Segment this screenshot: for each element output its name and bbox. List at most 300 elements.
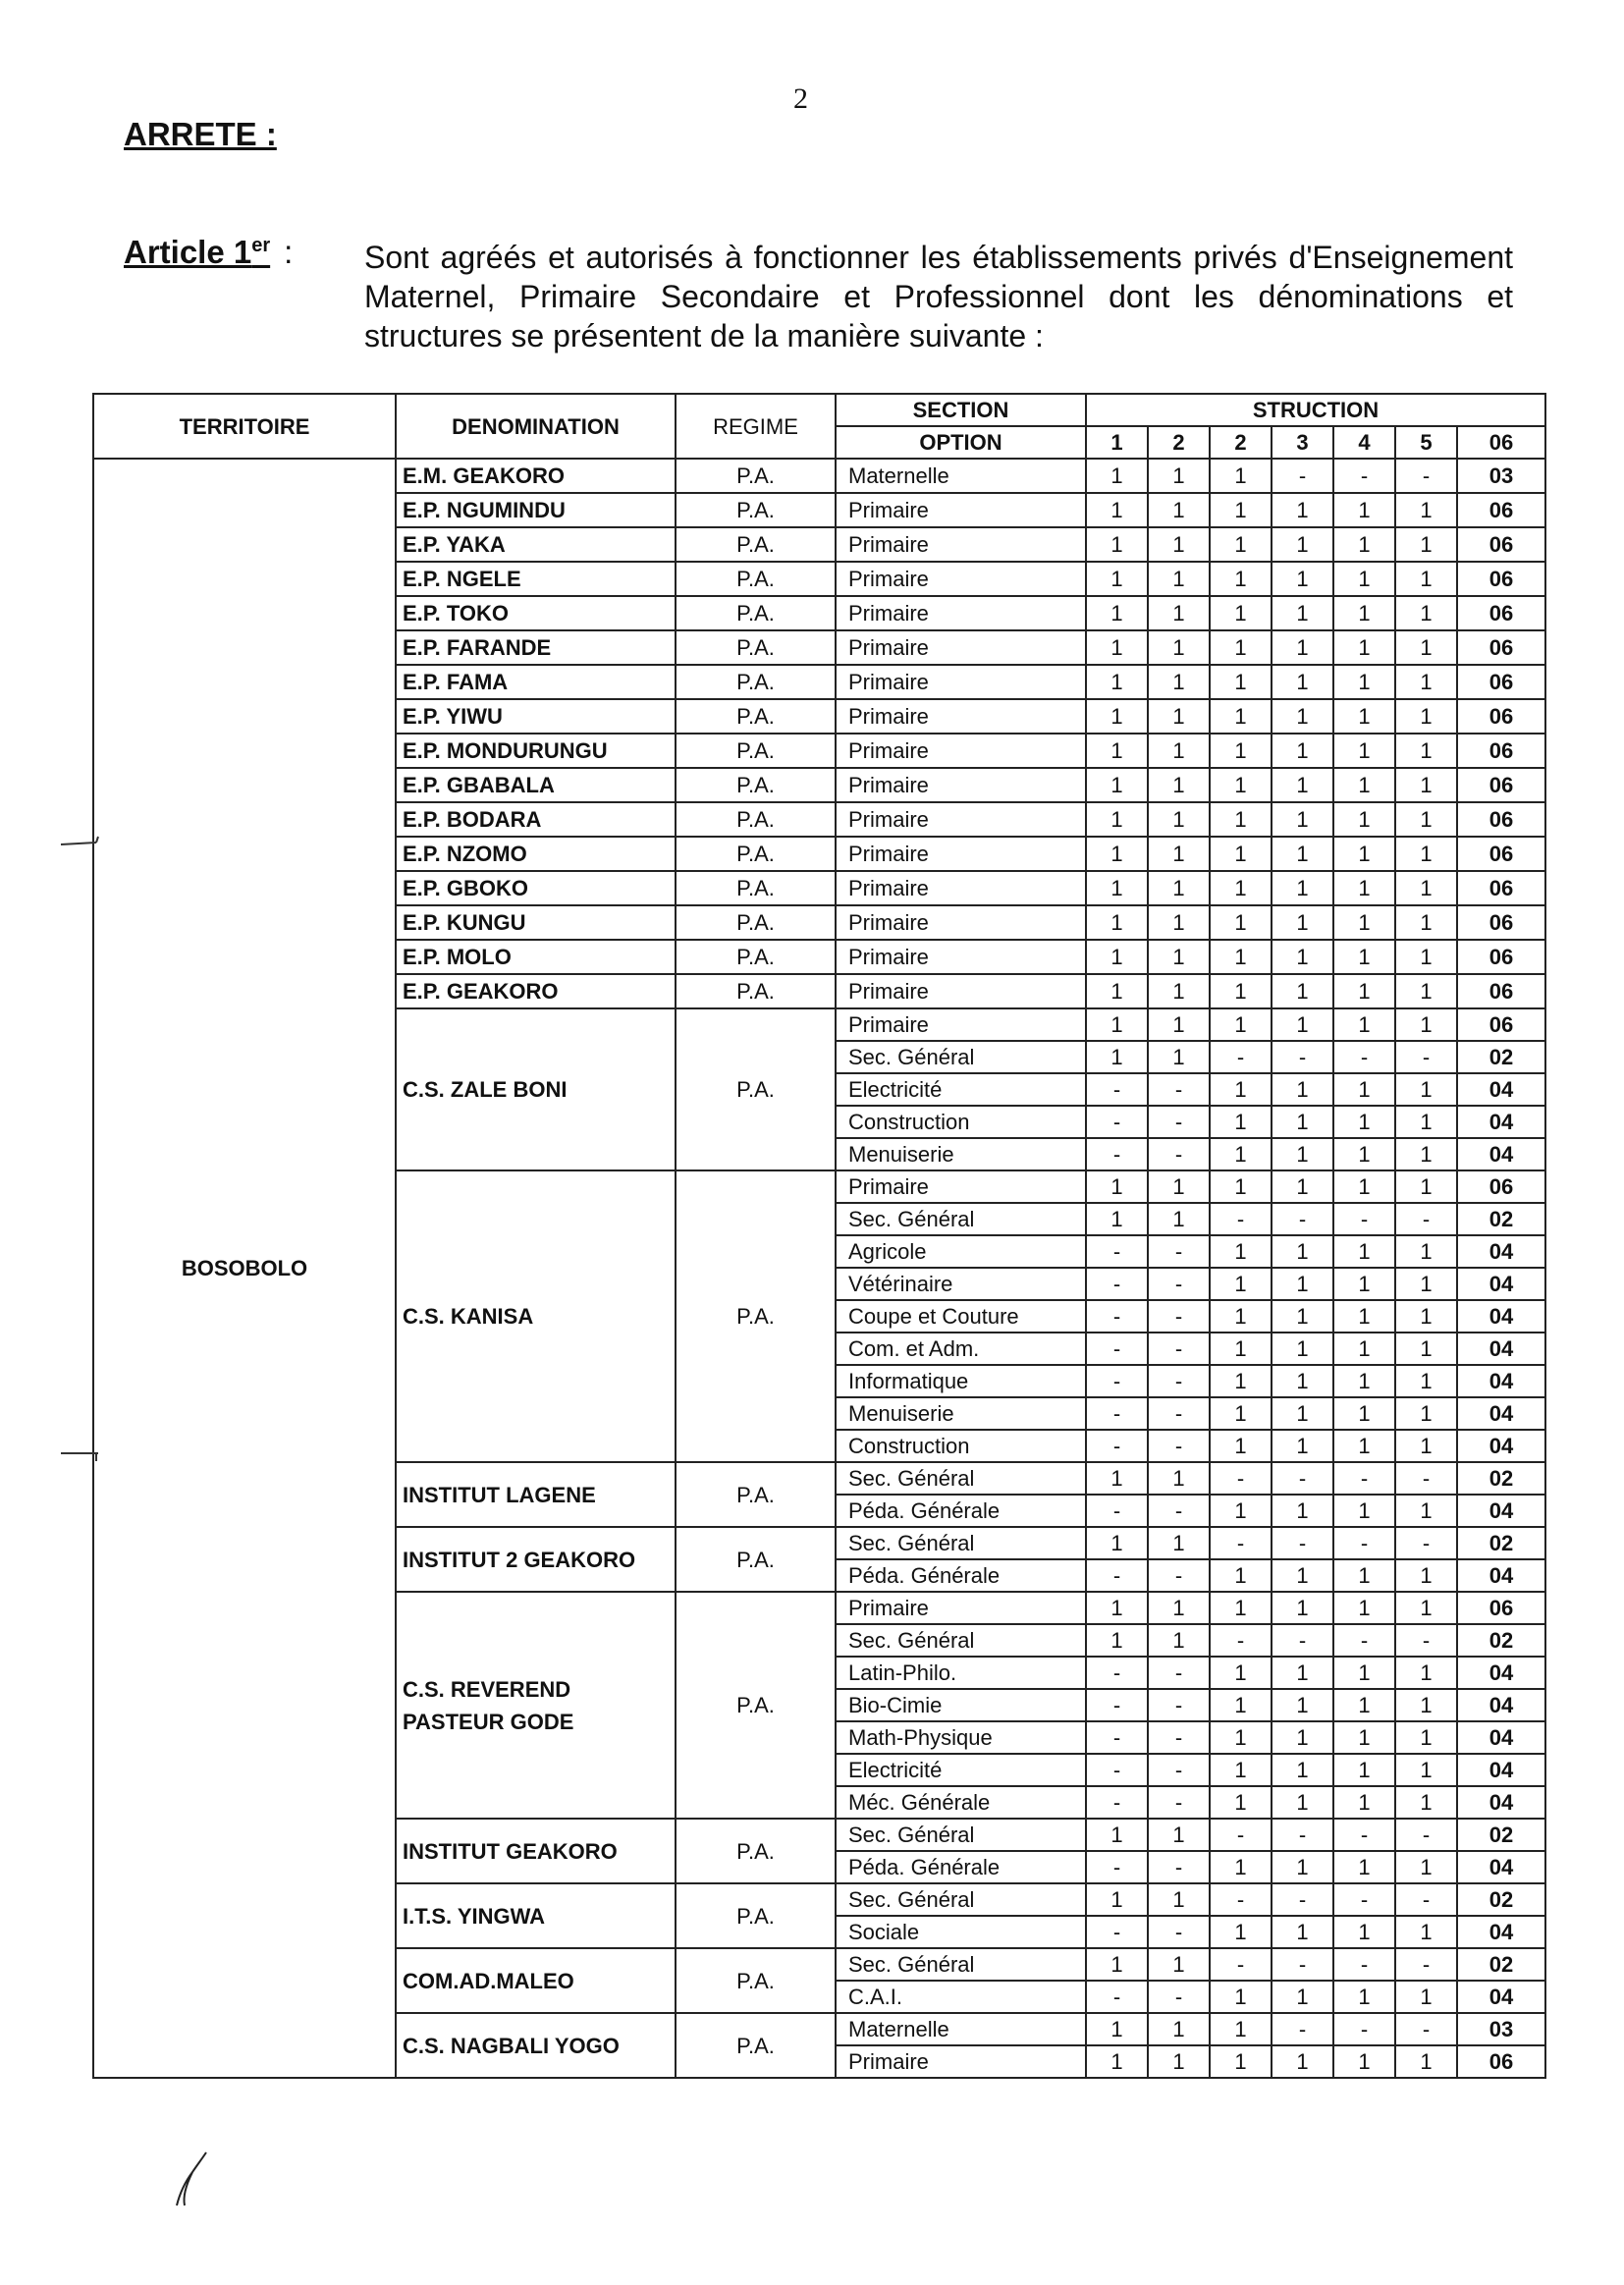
structure-cell: 1 — [1395, 1138, 1457, 1170]
structure-cell: 1 — [1148, 1170, 1210, 1203]
total-cell: 04 — [1457, 1138, 1545, 1170]
option-cell: Primaire — [836, 940, 1086, 974]
regime-cell: P.A. — [676, 596, 836, 630]
structure-cell: 1 — [1210, 1008, 1272, 1041]
structure-cell: 1 — [1148, 802, 1210, 837]
structure-cell: 1 — [1272, 1397, 1333, 1430]
structure-cell: 1 — [1148, 768, 1210, 802]
header-struction: STRUCTION — [1086, 394, 1545, 426]
structure-cell: 1 — [1395, 905, 1457, 940]
structure-cell: 1 — [1395, 802, 1457, 837]
option-cell: Primaire — [836, 562, 1086, 596]
structure-cell: - — [1272, 1624, 1333, 1657]
structure-cell: 1 — [1148, 1624, 1210, 1657]
regime-cell: P.A. — [676, 974, 836, 1008]
structure-cell: - — [1272, 1819, 1333, 1851]
structure-cell: 1 — [1333, 1073, 1395, 1106]
structure-cell: 1 — [1395, 1786, 1457, 1819]
total-cell: 02 — [1457, 1462, 1545, 1495]
total-cell: 06 — [1457, 527, 1545, 562]
option-cell: Electricité — [836, 1754, 1086, 1786]
structure-cell: - — [1395, 1883, 1457, 1916]
structure-cell: - — [1272, 1203, 1333, 1235]
structure-cell: 1 — [1210, 1851, 1272, 1883]
total-cell: 02 — [1457, 1624, 1545, 1657]
option-cell: Péda. Générale — [836, 1559, 1086, 1592]
structure-cell: 1 — [1210, 871, 1272, 905]
total-cell: 04 — [1457, 1786, 1545, 1819]
total-cell: 02 — [1457, 1948, 1545, 1981]
structure-cell: 1 — [1148, 596, 1210, 630]
structure-cell: 1 — [1210, 1495, 1272, 1527]
structure-cell: 1 — [1272, 1170, 1333, 1203]
structure-cell: 1 — [1272, 2045, 1333, 2078]
structure-cell: 1 — [1086, 527, 1148, 562]
table-body — [93, 459, 1545, 2078]
structure-cell: 1 — [1086, 2013, 1148, 2045]
structure-cell: - — [1148, 1333, 1210, 1365]
structure-cell: - — [1086, 1786, 1148, 1819]
structure-cell: 1 — [1148, 974, 1210, 1008]
structure-cell: - — [1086, 1106, 1148, 1138]
denomination-cell: INSTITUT GEAKORO — [396, 1819, 676, 1883]
header-denomination: DENOMINATION — [396, 394, 676, 459]
article-sup: er — [251, 235, 271, 256]
structure-cell: 1 — [1272, 665, 1333, 699]
structure-cell: 1 — [1210, 562, 1272, 596]
structure-cell: 1 — [1333, 562, 1395, 596]
structure-cell: 1 — [1148, 1527, 1210, 1559]
structure-cell: 1 — [1395, 1754, 1457, 1786]
structure-cell: 1 — [1333, 596, 1395, 630]
structure-cell: 1 — [1210, 1300, 1272, 1333]
total-cell: 04 — [1457, 1073, 1545, 1106]
option-cell: Primaire — [836, 802, 1086, 837]
structure-cell: 1 — [1086, 905, 1148, 940]
structure-cell: 1 — [1148, 699, 1210, 734]
structure-cell: - — [1086, 1430, 1148, 1462]
signature-mark — [173, 2150, 212, 2209]
structure-cell: 1 — [1395, 837, 1457, 871]
margin-bracket-top — [59, 835, 108, 864]
structure-cell: 1 — [1395, 1106, 1457, 1138]
structure-cell: 1 — [1148, 2013, 1210, 2045]
total-cell: 02 — [1457, 1203, 1545, 1235]
structure-cell: 1 — [1395, 1851, 1457, 1883]
denomination-cell: E.P. MOLO — [396, 940, 676, 974]
option-cell: Sociale — [836, 1916, 1086, 1948]
option-cell: Primaire — [836, 974, 1086, 1008]
option-cell: Primaire — [836, 527, 1086, 562]
structure-cell: 1 — [1395, 596, 1457, 630]
denomination-cell: E.M. GEAKORO — [396, 459, 676, 493]
structure-cell: 1 — [1272, 1235, 1333, 1268]
structure-cell: 1 — [1148, 527, 1210, 562]
denomination-cell: C.S. NAGBALI YOGO — [396, 2013, 676, 2078]
structure-cell: 1 — [1210, 1754, 1272, 1786]
header-section: SECTION — [836, 394, 1086, 426]
article-colon: : — [284, 234, 294, 270]
structure-cell: 1 — [1395, 1073, 1457, 1106]
structure-cell: 1 — [1333, 1300, 1395, 1333]
header-col-3: 3 — [1272, 426, 1333, 459]
structure-cell: 1 — [1395, 1397, 1457, 1430]
structure-cell: - — [1086, 1754, 1148, 1786]
structure-cell: - — [1148, 1786, 1210, 1819]
structure-cell: 1 — [1333, 1721, 1395, 1754]
structure-cell: 1 — [1148, 1462, 1210, 1495]
structure-cell: 1 — [1148, 905, 1210, 940]
structure-cell: 1 — [1272, 871, 1333, 905]
total-cell: 06 — [1457, 734, 1545, 768]
option-cell: Bio-Cimie — [836, 1689, 1086, 1721]
structure-cell: 1 — [1395, 699, 1457, 734]
structure-cell: - — [1148, 1073, 1210, 1106]
structure-cell: 1 — [1333, 630, 1395, 665]
header-row-1 — [93, 394, 1545, 426]
option-cell: Math-Physique — [836, 1721, 1086, 1754]
structure-cell: - — [1333, 1527, 1395, 1559]
structure-cell: 1 — [1210, 1657, 1272, 1689]
header-col-2: 2 — [1148, 426, 1210, 459]
option-cell: Sec. Général — [836, 1527, 1086, 1559]
structure-cell: 1 — [1333, 871, 1395, 905]
structure-cell: - — [1086, 1721, 1148, 1754]
structure-cell: 1 — [1086, 596, 1148, 630]
structure-cell: - — [1210, 1462, 1272, 1495]
option-cell: Primaire — [836, 2045, 1086, 2078]
structure-cell: 1 — [1210, 1786, 1272, 1819]
total-cell: 02 — [1457, 1527, 1545, 1559]
arrete-heading: ARRETE : — [124, 116, 277, 152]
structure-cell: 1 — [1210, 802, 1272, 837]
total-cell: 04 — [1457, 1721, 1545, 1754]
structure-cell: - — [1086, 1689, 1148, 1721]
structure-cell: 1 — [1272, 837, 1333, 871]
denomination-cell: E.P. MONDURUNGU — [396, 734, 676, 768]
structure-cell: - — [1395, 1624, 1457, 1657]
structure-cell: 1 — [1395, 1365, 1457, 1397]
structure-cell: 1 — [1272, 1851, 1333, 1883]
total-cell: 06 — [1457, 974, 1545, 1008]
structure-cell: - — [1086, 1073, 1148, 1106]
total-cell: 04 — [1457, 1981, 1545, 2013]
denomination-cell: COM.AD.MALEO — [396, 1948, 676, 2013]
structure-cell: 1 — [1395, 1495, 1457, 1527]
regime-cell: P.A. — [676, 493, 836, 527]
structure-cell: 1 — [1333, 1106, 1395, 1138]
structure-cell: 1 — [1210, 1106, 1272, 1138]
regime-cell: P.A. — [676, 2013, 836, 2078]
total-cell: 04 — [1457, 1268, 1545, 1300]
structure-cell: 1 — [1272, 802, 1333, 837]
structure-cell: 1 — [1333, 974, 1395, 1008]
total-cell: 06 — [1457, 2045, 1545, 2078]
regime-cell: P.A. — [676, 1592, 836, 1819]
option-cell: Vétérinaire — [836, 1268, 1086, 1300]
structure-cell: - — [1148, 1430, 1210, 1462]
denomination-cell: C.S. ZALE BONI — [396, 1008, 676, 1170]
structure-cell: 1 — [1395, 734, 1457, 768]
total-cell: 04 — [1457, 1235, 1545, 1268]
structure-cell: - — [1272, 459, 1333, 493]
structure-cell: 1 — [1333, 1170, 1395, 1203]
structure-cell: 1 — [1333, 2045, 1395, 2078]
structure-cell: 1 — [1272, 1786, 1333, 1819]
option-cell: Maternelle — [836, 459, 1086, 493]
structure-cell: - — [1210, 1041, 1272, 1073]
structure-cell: - — [1395, 1203, 1457, 1235]
structure-cell: 1 — [1272, 1495, 1333, 1527]
structure-cell: 1 — [1395, 1008, 1457, 1041]
structure-cell: 1 — [1210, 1365, 1272, 1397]
regime-cell: P.A. — [676, 527, 836, 562]
option-cell: Primaire — [836, 871, 1086, 905]
option-cell: Primaire — [836, 596, 1086, 630]
structure-cell: 1 — [1395, 871, 1457, 905]
structure-cell: - — [1148, 1981, 1210, 2013]
structure-cell: 1 — [1333, 1754, 1395, 1786]
option-cell: Péda. Générale — [836, 1851, 1086, 1883]
structure-cell: 1 — [1272, 1559, 1333, 1592]
structure-cell: - — [1086, 1235, 1148, 1268]
structure-cell: 1 — [1086, 1170, 1148, 1203]
denomination-cell: I.T.S. YINGWA — [396, 1883, 676, 1948]
structure-cell: 1 — [1395, 1592, 1457, 1624]
total-cell: 06 — [1457, 1170, 1545, 1203]
regime-cell: P.A. — [676, 459, 836, 493]
total-cell: 02 — [1457, 1819, 1545, 1851]
structure-cell: 1 — [1086, 802, 1148, 837]
option-cell: Primaire — [836, 1170, 1086, 1203]
regime-cell: P.A. — [676, 1883, 836, 1948]
structure-cell: 1 — [1395, 493, 1457, 527]
structure-cell: 1 — [1086, 1008, 1148, 1041]
total-cell: 06 — [1457, 905, 1545, 940]
structure-cell: 1 — [1210, 1268, 1272, 1300]
structure-cell: 1 — [1148, 734, 1210, 768]
structure-cell: 1 — [1272, 1916, 1333, 1948]
structure-cell: 1 — [1086, 837, 1148, 871]
structure-cell: 1 — [1210, 837, 1272, 871]
structure-cell: 1 — [1148, 940, 1210, 974]
structure-cell: - — [1148, 1559, 1210, 1592]
total-cell: 06 — [1457, 562, 1545, 596]
structure-cell: 1 — [1395, 1721, 1457, 1754]
total-cell: 06 — [1457, 699, 1545, 734]
option-cell: Informatique — [836, 1365, 1086, 1397]
structure-cell: 1 — [1333, 1333, 1395, 1365]
denomination-cell: E.P. BODARA — [396, 802, 676, 837]
structure-cell: 1 — [1148, 630, 1210, 665]
structure-cell: - — [1148, 1268, 1210, 1300]
option-cell: Primaire — [836, 734, 1086, 768]
option-cell: Sec. Général — [836, 1948, 1086, 1981]
structure-cell: 1 — [1210, 940, 1272, 974]
structure-cell: 1 — [1210, 665, 1272, 699]
structure-cell: 1 — [1333, 1138, 1395, 1170]
structure-cell: 1 — [1086, 699, 1148, 734]
structure-cell: 1 — [1272, 1365, 1333, 1397]
structure-cell: 1 — [1333, 1397, 1395, 1430]
total-cell: 04 — [1457, 1657, 1545, 1689]
structure-cell: - — [1333, 1041, 1395, 1073]
structure-cell: 1 — [1395, 1430, 1457, 1462]
total-cell: 06 — [1457, 596, 1545, 630]
structure-cell: 1 — [1086, 493, 1148, 527]
structure-cell: - — [1210, 1203, 1272, 1235]
structure-cell: 1 — [1395, 665, 1457, 699]
structure-cell: 1 — [1210, 596, 1272, 630]
regime-cell: P.A. — [676, 630, 836, 665]
structure-cell: - — [1272, 1527, 1333, 1559]
structure-cell: 1 — [1333, 1495, 1395, 1527]
structure-cell: 1 — [1333, 1365, 1395, 1397]
header-regime: REGIME — [676, 394, 836, 459]
structure-cell: 1 — [1086, 2045, 1148, 2078]
structure-cell: 1 — [1086, 1527, 1148, 1559]
structure-cell: - — [1395, 1527, 1457, 1559]
structure-cell: 1 — [1272, 1073, 1333, 1106]
structure-cell: - — [1086, 1916, 1148, 1948]
option-cell: Primaire — [836, 699, 1086, 734]
structure-cell: 1 — [1086, 630, 1148, 665]
structure-cell: 1 — [1210, 1689, 1272, 1721]
total-cell: 03 — [1457, 2013, 1545, 2045]
structure-cell: - — [1210, 1624, 1272, 1657]
structure-cell: 1 — [1272, 974, 1333, 1008]
structure-cell: - — [1148, 1365, 1210, 1397]
denomination-cell: INSTITUT 2 GEAKORO — [396, 1527, 676, 1592]
structure-cell: - — [1148, 1106, 1210, 1138]
structure-cell: 1 — [1272, 1106, 1333, 1138]
structure-cell: - — [1086, 1981, 1148, 2013]
structure-cell: - — [1272, 1041, 1333, 1073]
structure-cell: 1 — [1333, 1592, 1395, 1624]
structure-cell: 1 — [1148, 1203, 1210, 1235]
option-cell: Sec. Général — [836, 1883, 1086, 1916]
structure-cell: 1 — [1395, 1333, 1457, 1365]
structure-cell: - — [1333, 1203, 1395, 1235]
structure-cell: 1 — [1148, 1948, 1210, 1981]
structure-cell: 1 — [1333, 699, 1395, 734]
regime-cell: P.A. — [676, 940, 836, 974]
structure-cell: 1 — [1210, 630, 1272, 665]
structure-cell: - — [1086, 1333, 1148, 1365]
option-cell: Sec. Général — [836, 1203, 1086, 1235]
header-col-5: 5 — [1395, 426, 1457, 459]
structure-cell: - — [1333, 1948, 1395, 1981]
total-cell: 04 — [1457, 1689, 1545, 1721]
denomination-cell: E.P. NGUMINDU — [396, 493, 676, 527]
structure-cell: 1 — [1272, 699, 1333, 734]
structure-cell: 1 — [1272, 527, 1333, 562]
structure-cell: 1 — [1272, 940, 1333, 974]
structure-cell: - — [1210, 1883, 1272, 1916]
total-cell: 04 — [1457, 1916, 1545, 1948]
regime-cell: P.A. — [676, 1819, 836, 1883]
territoire-cell: BOSOBOLO — [93, 459, 396, 2078]
total-cell: 02 — [1457, 1883, 1545, 1916]
denomination-cell: E.P. FAMA — [396, 665, 676, 699]
structure-cell: 1 — [1086, 1462, 1148, 1495]
structure-cell: 1 — [1210, 1333, 1272, 1365]
option-cell: Menuiserie — [836, 1138, 1086, 1170]
structure-cell: - — [1148, 1397, 1210, 1430]
structure-cell: 1 — [1395, 1689, 1457, 1721]
total-cell: 06 — [1457, 837, 1545, 871]
structure-cell: 1 — [1210, 527, 1272, 562]
structure-cell: 1 — [1086, 1948, 1148, 1981]
structure-cell: - — [1148, 1300, 1210, 1333]
structure-cell: - — [1272, 1462, 1333, 1495]
option-cell: Latin-Philo. — [836, 1657, 1086, 1689]
structure-cell: 1 — [1210, 1916, 1272, 1948]
option-cell: Péda. Générale — [836, 1495, 1086, 1527]
total-cell: 06 — [1457, 802, 1545, 837]
header-col-1: 1 — [1086, 426, 1148, 459]
denomination-cell: E.P. NZOMO — [396, 837, 676, 871]
structure-cell: 1 — [1395, 562, 1457, 596]
structure-cell: - — [1086, 1365, 1148, 1397]
structure-cell: 1 — [1333, 1786, 1395, 1819]
structure-cell: 1 — [1333, 1559, 1395, 1592]
regime-cell: P.A. — [676, 734, 836, 768]
structure-cell: 1 — [1210, 1592, 1272, 1624]
structure-cell: - — [1333, 2013, 1395, 2045]
structure-cell: 1 — [1272, 1657, 1333, 1689]
structure-cell: 1 — [1086, 459, 1148, 493]
total-cell: 04 — [1457, 1333, 1545, 1365]
option-cell: Electricité — [836, 1073, 1086, 1106]
structure-cell: 1 — [1210, 734, 1272, 768]
denomination-cell: E.P. TOKO — [396, 596, 676, 630]
regime-cell: P.A. — [676, 665, 836, 699]
structure-cell: 1 — [1272, 768, 1333, 802]
margin-bracket-bottom — [59, 1443, 108, 1473]
option-cell: Sec. Général — [836, 1041, 1086, 1073]
structure-cell: 1 — [1395, 1916, 1457, 1948]
total-cell: 06 — [1457, 1592, 1545, 1624]
structure-cell: 1 — [1333, 1851, 1395, 1883]
structure-cell: - — [1148, 1138, 1210, 1170]
structure-cell: 1 — [1086, 768, 1148, 802]
structure-cell: 1 — [1333, 1916, 1395, 1948]
structure-cell: 1 — [1210, 974, 1272, 1008]
option-cell: Construction — [836, 1106, 1086, 1138]
regime-cell: P.A. — [676, 1462, 836, 1527]
structure-cell: 1 — [1210, 1559, 1272, 1592]
total-cell: 04 — [1457, 1397, 1545, 1430]
total-cell: 06 — [1457, 493, 1545, 527]
structure-cell: 1 — [1086, 974, 1148, 1008]
option-cell: Primaire — [836, 493, 1086, 527]
total-cell: 03 — [1457, 459, 1545, 493]
total-cell: 04 — [1457, 1430, 1545, 1462]
option-cell: Primaire — [836, 768, 1086, 802]
regime-cell: P.A. — [676, 699, 836, 734]
structure-cell: 1 — [1272, 1689, 1333, 1721]
option-cell: Construction — [836, 1430, 1086, 1462]
structure-cell: - — [1395, 459, 1457, 493]
denomination-cell: E.P. FARANDE — [396, 630, 676, 665]
structure-cell: 1 — [1086, 734, 1148, 768]
structure-cell: 1 — [1272, 1430, 1333, 1462]
regime-cell: P.A. — [676, 1527, 836, 1592]
header-territoire: TERRITOIRE — [93, 394, 396, 459]
structure-cell: 1 — [1148, 665, 1210, 699]
option-cell: Primaire — [836, 905, 1086, 940]
